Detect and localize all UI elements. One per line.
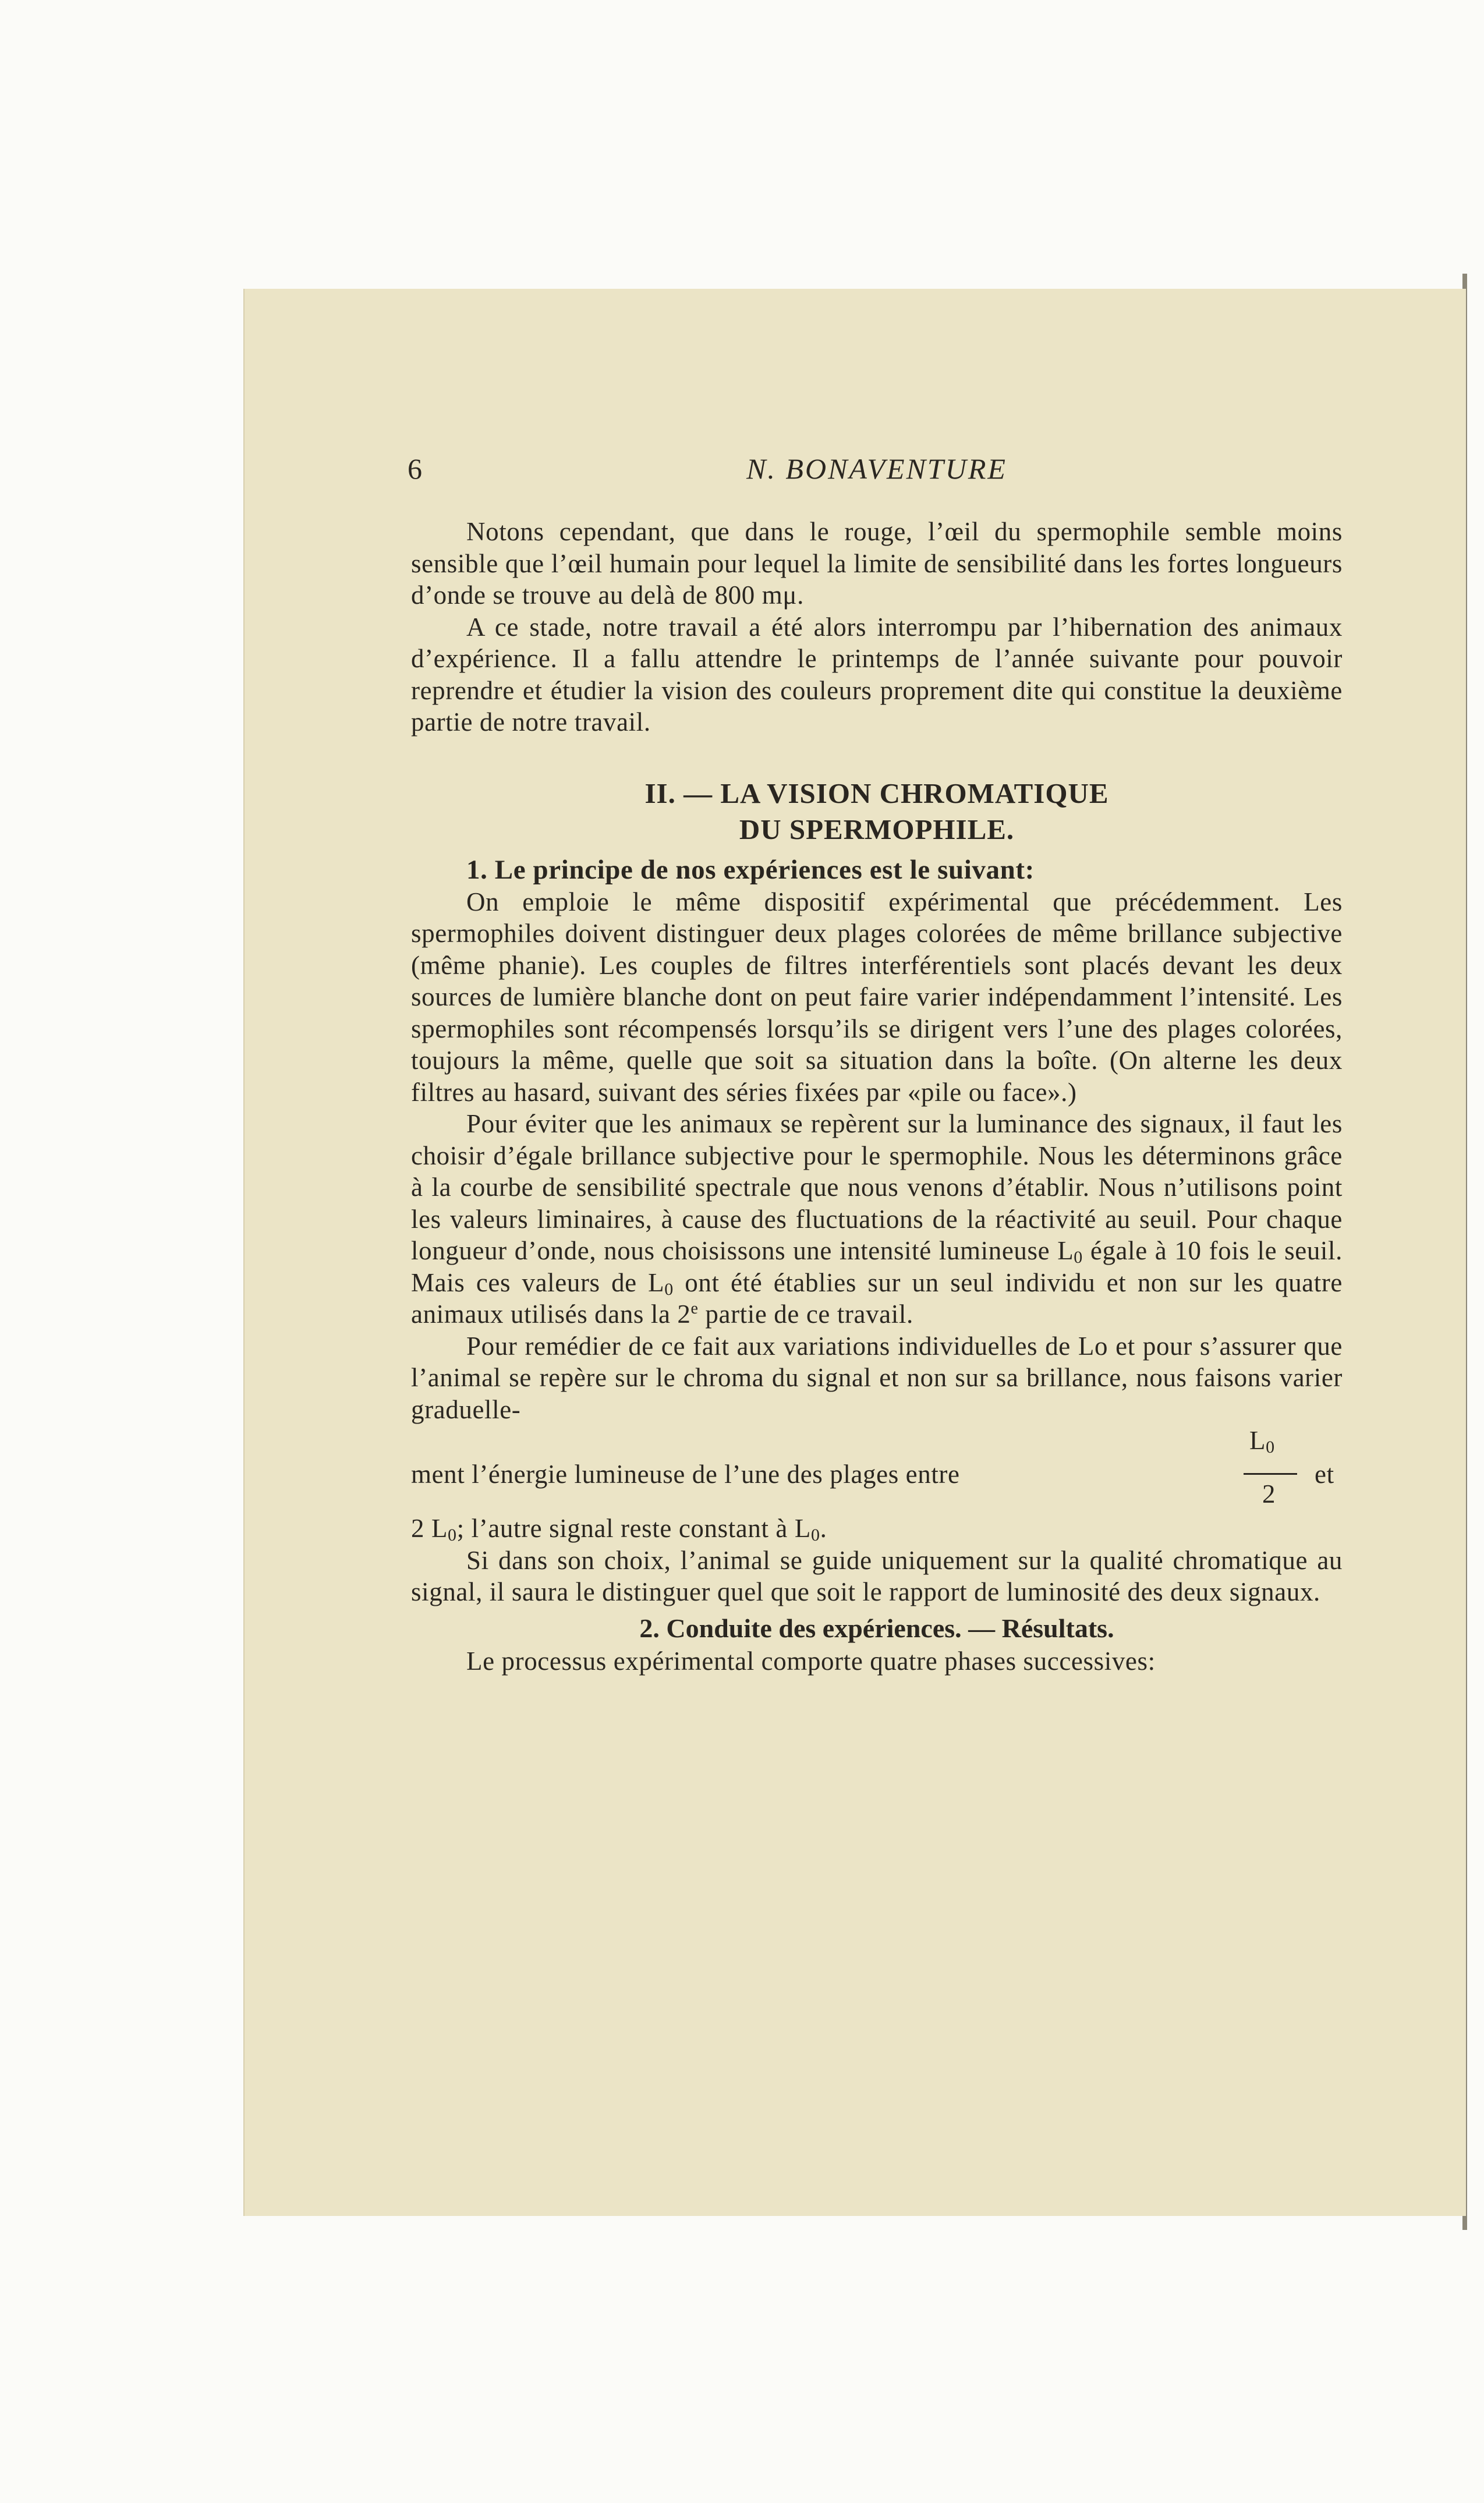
subscript: 0 bbox=[1074, 1248, 1083, 1267]
paragraph: A ce stade, notre travail a été alors interrompu par l’hibernation des animaux d’expérience. Il a fallu attendre le printemps de l’année suivante pour pouvoir reprendre et étudier la vision des couleurs proprement dite qui constitue la deuxième partie de notre travail. bbox=[411, 612, 1343, 737]
paragraph: Si dans son choix, l’animal se guide uniquement sur la qualité chromatique au signal, il saura le distinguer quel que soit le rapport de luminosité des deux signaux. bbox=[411, 1545, 1343, 1606]
fraction-numerator: $L_0$ bbox=[1249, 1426, 1275, 1457]
subscript: 0 bbox=[1266, 1438, 1275, 1457]
paragraph: On emploie le même dispositif expérimental que précédemment. Les spermophiles doivent distinguer deux plages colorées de même brillance subjective (même phanie). Les couples de filtres interférentiels sont placés devant les deux sources de lumière blanche dont on peut faire varier indépendamment l’intensité. Les spermophiles sont récompensés lorsqu’ils se dirigent vers l’une des plages colorées, toujours la même, quelle que soit sa situation dans la boîte. (On alterne les deux filtres au hasard, suivant des séries fixées par «pile ou face».) bbox=[411, 887, 1343, 1107]
superscript: e bbox=[690, 1300, 699, 1318]
paragraph: Pour remédier de ce fait aux variations individuelles de Lo et pour s’assurer que l’animal se repère sur le chroma du signal et non sur sa brillance, nous faisons varier graduelle- bbox=[411, 1331, 1343, 1424]
paragraph: Pour éviter que les animaux se repèrent sur la luminance des signaux, il faut les choisir d’égale brillance subjective pour le spermophile. Nous les déterminons grâce à la courbe de sensibilité spectrale que nous venons d’établir. Nous n’utilisons point les valeurs liminaires, à cause des fluctuations de la réactivité au seuil. Pour chaque longueur d’onde, nous choisissons une intensité lumineuse $L_0$ égale à 10 fois le seuil. Mais ces valeurs de $L_0$ ont été établies sur un seul individu et non sur les quatre animaux utilisés dans la 2e partie de ce travail. bbox=[411, 1109, 1343, 1329]
document-page bbox=[243, 289, 1466, 2216]
subsection-heading-2 bbox=[411, 1612, 1343, 1645]
subscript: 0 bbox=[664, 1279, 674, 1299]
page-number: 6 bbox=[408, 452, 422, 485]
body-text bbox=[411, 516, 1343, 1677]
fraction-line bbox=[411, 1425, 1343, 1513]
section-title-line2: DU SPERMOPHILE. bbox=[739, 813, 1015, 845]
paragraph: Le processus expérimental comporte quatre phases successives: bbox=[466, 1646, 1156, 1676]
section-title-line1: II. — LA VISION CHROMATIQUE bbox=[644, 777, 1109, 809]
fraction-denominator: 2 bbox=[1262, 1479, 1276, 1509]
subscript: 0 bbox=[810, 1525, 820, 1545]
running-head: N. BONAVENTURE bbox=[746, 452, 1007, 485]
page-header bbox=[408, 452, 1343, 493]
subsection-heading bbox=[411, 854, 1343, 886]
fraction-bar bbox=[1244, 1473, 1297, 1475]
subscript: 0 bbox=[448, 1525, 457, 1545]
subsection-label: 1. Le principe de nos expériences est le suivant: bbox=[466, 854, 1035, 885]
fraction-trail-text: et bbox=[1315, 1460, 1334, 1489]
paragraph: 2 $L_0$; l’autre signal reste constant à $L_0$. bbox=[411, 1514, 827, 1545]
paragraph: Notons cependant, que dans le rouge, l’œil du spermophile semble moins sensible que l’œil humain pour lequel la limite de sensibilité dans les fortes longueurs d’onde se trouve au delà de 800 mμ. bbox=[411, 517, 1343, 610]
subsection-label: 2. Conduite des expériences. — Résultats. bbox=[639, 1613, 1114, 1643]
fraction-lead-text: ment l’énergie lumineuse de l’une des plages entre bbox=[411, 1460, 960, 1489]
